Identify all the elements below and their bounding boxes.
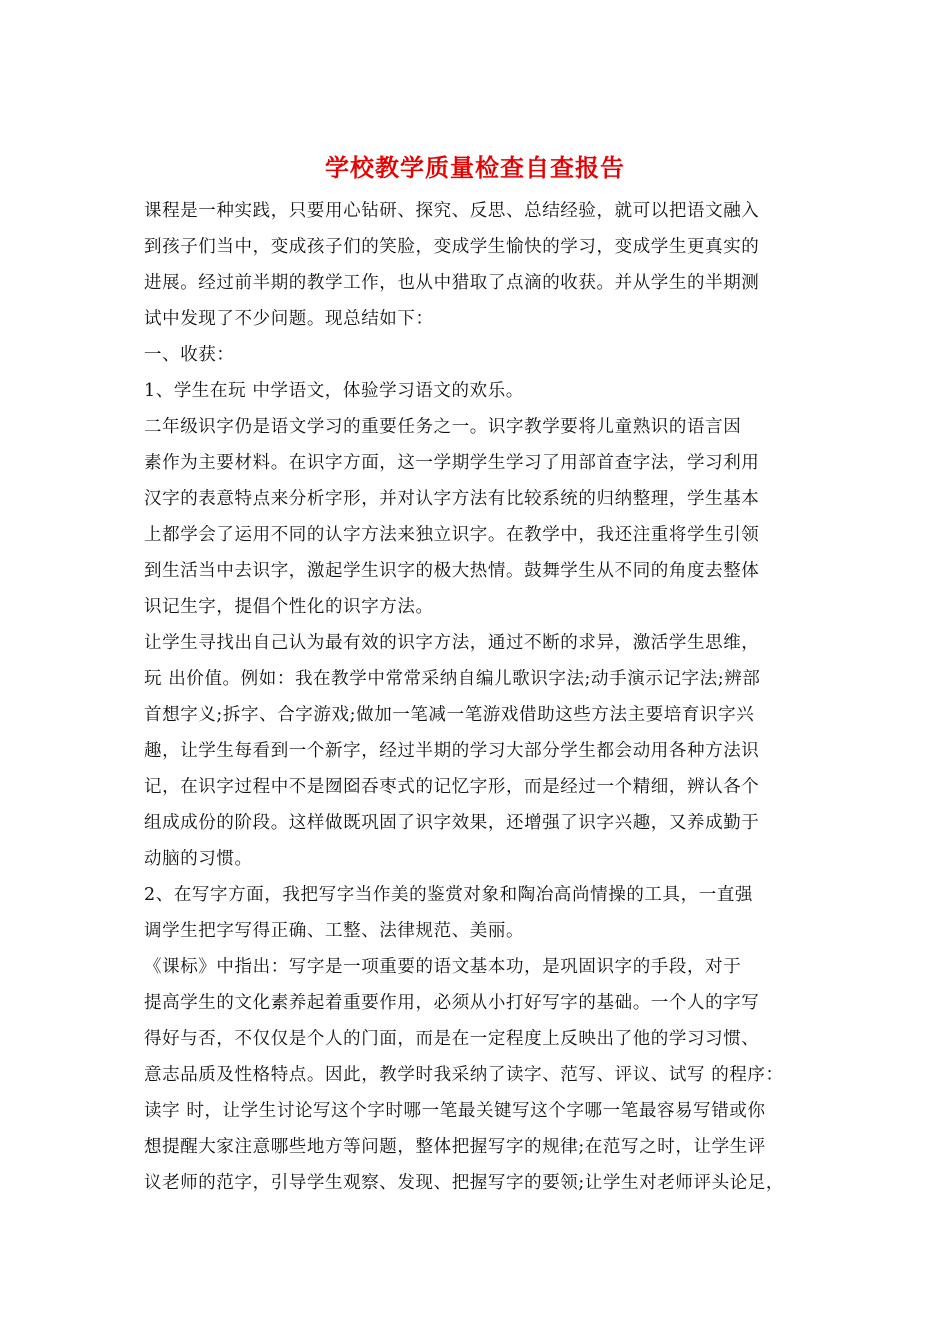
text-line: 让学生寻找出自己认为最有效的识字方法，通过不断的求异，激活学生思维， bbox=[144, 633, 760, 653]
text-line: 提高学生的文化素养起着重要作用，必须从小打好写字的基础。一个人的字写 bbox=[144, 993, 760, 1013]
text-line: 进展。经过前半期的教学工作，也从中猎取了点滴的收获。并从学生的半期测 bbox=[144, 273, 760, 293]
text-line: 想提醒大家注意哪些地方等问题，整体把握写字的规律;在范写之时，让学生评 bbox=[144, 1137, 766, 1157]
text-line: 记，在识字过程中不是囫囵吞枣式的记忆字形，而是经过一个精细，辨认各个 bbox=[144, 777, 760, 797]
text-line: 意志品质及性格特点。因此，教学时我采纳了读字、范写、评议、试写 的程序： bbox=[144, 1065, 784, 1085]
text-line: 议老师的范字，引导学生观察、发现、把握写字的要领;让学生对老师评头论足， bbox=[144, 1173, 784, 1193]
text-line: 玩 出价值。例如：我在教学中常常采纳自编儿歌识字法;动手演示记字法;辨部 bbox=[144, 669, 761, 689]
text-line: 试中发现了不少问题。现总结如下： bbox=[144, 309, 434, 329]
text-line: 调学生把字写得正确、工整、法律规范、美丽。 bbox=[144, 921, 525, 941]
text-line: 识记生字，提倡个性化的识字方法。 bbox=[144, 597, 434, 617]
text-line: 二年级识字仍是语文学习的重要任务之一。识字教学要将儿童熟识的语言因 bbox=[144, 417, 742, 437]
subsection-heading: 2、在写字方面，我把写字当作美的鉴赏对象和陶冶高尚情操的工具，一直强 bbox=[144, 885, 754, 905]
text-line: 汉字的表意特点来分析字形，并对认字方法有比较系统的归纳整理，学生基本 bbox=[144, 489, 760, 509]
text-line: 课程是一种实践，只要用心钻研、探究、反思、总结经验，就可以把语文融入 bbox=[144, 201, 760, 221]
text-line: 得好与否，不仅仅是个人的门面，而是在一定程度上反映出了他的学习习惯、 bbox=[144, 1029, 760, 1049]
text-line: 到孩子们当中，变成孩子们的笑脸，变成学生愉快的学习，变成学生更真实的 bbox=[144, 237, 760, 257]
text-line: 上都学会了运用不同的认字方法来独立识字。在教学中，我还注重将学生引领 bbox=[144, 525, 760, 545]
text-line: 读字 时，让学生讨论写这个字时哪一笔最关键写这个字哪一笔最容易写错或你 bbox=[144, 1101, 766, 1121]
section-heading: 一、收获： bbox=[144, 345, 235, 365]
text-line: 趣，让学生每看到一个新字，经过半期的学习大部分学生都会动用各种方法识 bbox=[144, 741, 760, 761]
text-line: 素作为主要材料。在识字方面，这一学期学生学习了用部首查字法，学习利用 bbox=[144, 453, 760, 473]
text-line: 到生活当中去识字，激起学生识字的极大热情。鼓舞学生从不同的角度去整体 bbox=[144, 561, 760, 581]
subsection-heading: 1、学生在玩 中学语文，体验学习语文的欢乐。 bbox=[144, 381, 524, 401]
text-line: 《课标》中指出：写字是一项重要的语文基本功，是巩固识字的手段，对于 bbox=[144, 957, 742, 977]
document-title: 学校教学质量检查自查报告 bbox=[325, 153, 625, 182]
text-line: 组成成份的阶段。这样做既巩固了识字效果，还增强了识字兴趣，又养成勤于 bbox=[144, 813, 760, 833]
text-line: 动脑的习惯。 bbox=[144, 849, 253, 869]
text-line: 首想字义;拆字、合字游戏;做加一笔减一笔游戏借助这些方法主要培育识字兴 bbox=[144, 705, 755, 725]
